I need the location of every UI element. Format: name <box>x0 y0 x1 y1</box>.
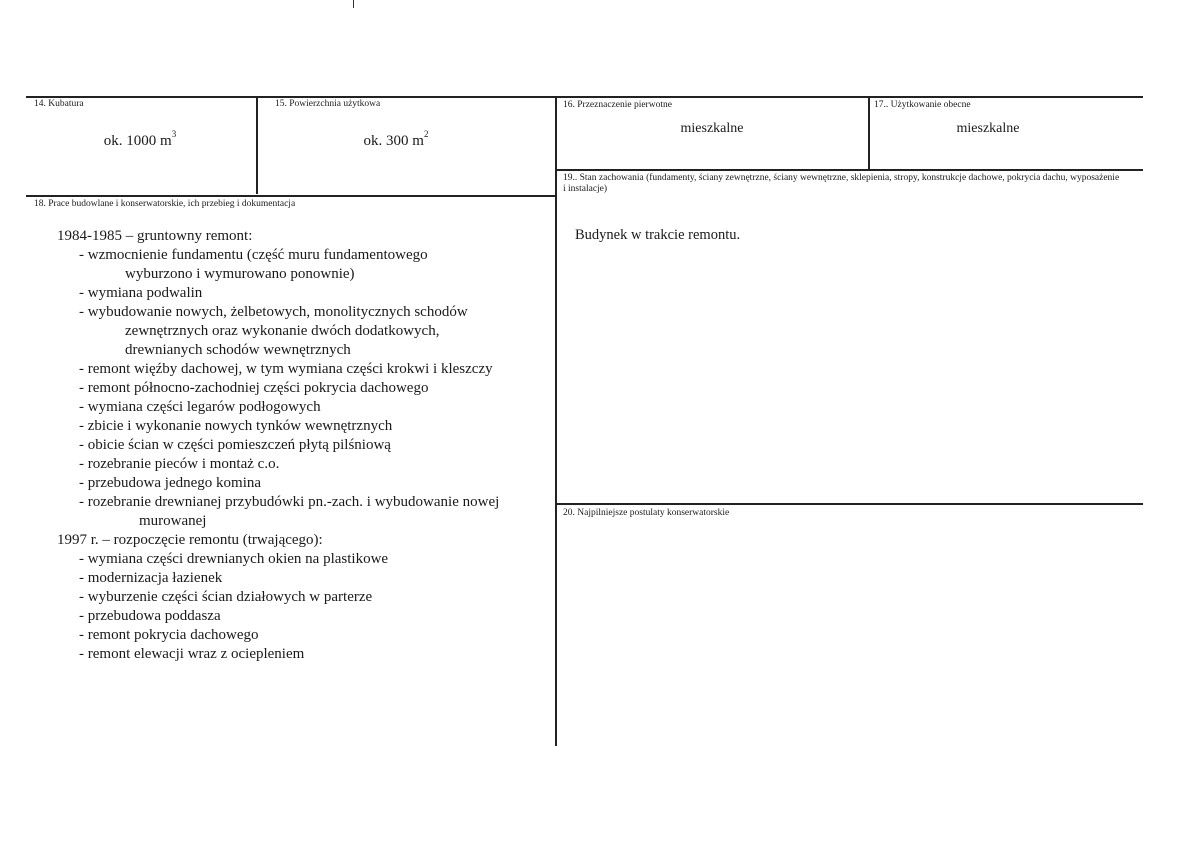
field-17-value: mieszkalne <box>956 121 1020 136</box>
field-14-value <box>40 127 240 150</box>
rule-above-20 <box>557 503 1143 505</box>
works-line: wyburzono i wymurowano ponownie) <box>125 266 355 282</box>
works-line: - wymiana podwalin <box>79 285 203 301</box>
rule-under-16-17 <box>557 169 1143 171</box>
works-line: - przebudowa poddasza <box>79 608 221 624</box>
field-16-label: 16. Przeznaczenie pierwotne <box>563 100 672 110</box>
top-rule <box>26 96 1143 98</box>
divider-main <box>555 96 557 746</box>
field-19-text: Budynek w trakcie remontu. <box>575 227 741 243</box>
works-line: - wzmocnienie fundamentu (część muru fundamentowego <box>79 247 428 263</box>
works-line: - remont pokrycia dachowego <box>79 627 259 643</box>
works-line: - remont północno-zachodniej części pokrycia dachowego <box>79 380 429 396</box>
works-line: - wyburzenie części ścian działowych w parterze <box>79 589 373 605</box>
divider-16-17 <box>868 96 870 170</box>
works-line: - wymiana części legarów podłogowych <box>79 399 321 415</box>
field-17-label: 17.. Użytkowanie obecne <box>874 100 971 110</box>
works-line: 1984-1985 – gruntowny remont: <box>57 228 253 244</box>
field-20-label: 20. Najpilniejsze postulaty konserwatorskie <box>563 508 730 518</box>
field-14-label: 14. Kubatura <box>34 99 84 109</box>
field-16-value: mieszkalne <box>680 121 744 136</box>
works-line: 1997 r. – rozpoczęcie remontu (trwającego): <box>57 532 323 548</box>
works-line: - wymiana części drewnianych okien na plastikowe <box>79 551 389 567</box>
works-line: - zbicie i wykonanie nowych tynków wewnętrznych <box>79 418 393 434</box>
field-14-unit-sup: 3 <box>171 129 177 139</box>
works-line: - rozebranie drewnianej przybudówki pn.-zach. i wybudowanie nowej <box>79 494 500 510</box>
works-line: - przebudowa jednego komina <box>79 475 262 491</box>
works-line: - rozebranie pieców i montaż c.o. <box>79 456 280 472</box>
works-line: drewnianych schodów wewnętrznych <box>125 342 351 358</box>
works-line: - modernizacja łazienek <box>79 570 223 586</box>
works-line: zewnętrznych oraz wykonanie dwóch dodatkowych, <box>125 323 440 339</box>
field-19-label: 19.. Stan zachowania (fundamenty, ściany zewnętrzne, ściany wewnętrzne, sklepienia, stropy, konstrukcje dachowe, pokrycia dachu, wyposażenie i instalacje) <box>563 173 1120 194</box>
field-15-unit-sup: 2 <box>423 129 429 139</box>
works-line: - remont elewacji wraz z ociepleniem <box>79 646 305 662</box>
works-line: - wybudowanie nowych, żelbetowych, monolitycznych schodów <box>79 304 468 320</box>
works-line: - remont więźby dachowej, w tym wymiana części krokwi i kleszczy <box>79 361 493 377</box>
works-line: murowanej <box>139 513 207 529</box>
field-15-label: 15. Powierzchnia użytkowa <box>275 99 381 109</box>
field-18-label: 18. Prace budowlane i konserwatorskie, ich przebieg i dokumentacja <box>34 199 296 209</box>
rule-above-18 <box>26 195 557 197</box>
field-15-value <box>296 127 496 150</box>
field-14-text: ok. 1000 m <box>103 133 172 149</box>
works-list <box>57 227 499 664</box>
field-15-text: ok. 300 m <box>363 133 424 149</box>
works-line: - obicie ścian w części pomieszczeń płytą pilśniową <box>79 437 391 453</box>
fold-mark <box>353 0 354 8</box>
divider-14-15 <box>256 96 258 194</box>
